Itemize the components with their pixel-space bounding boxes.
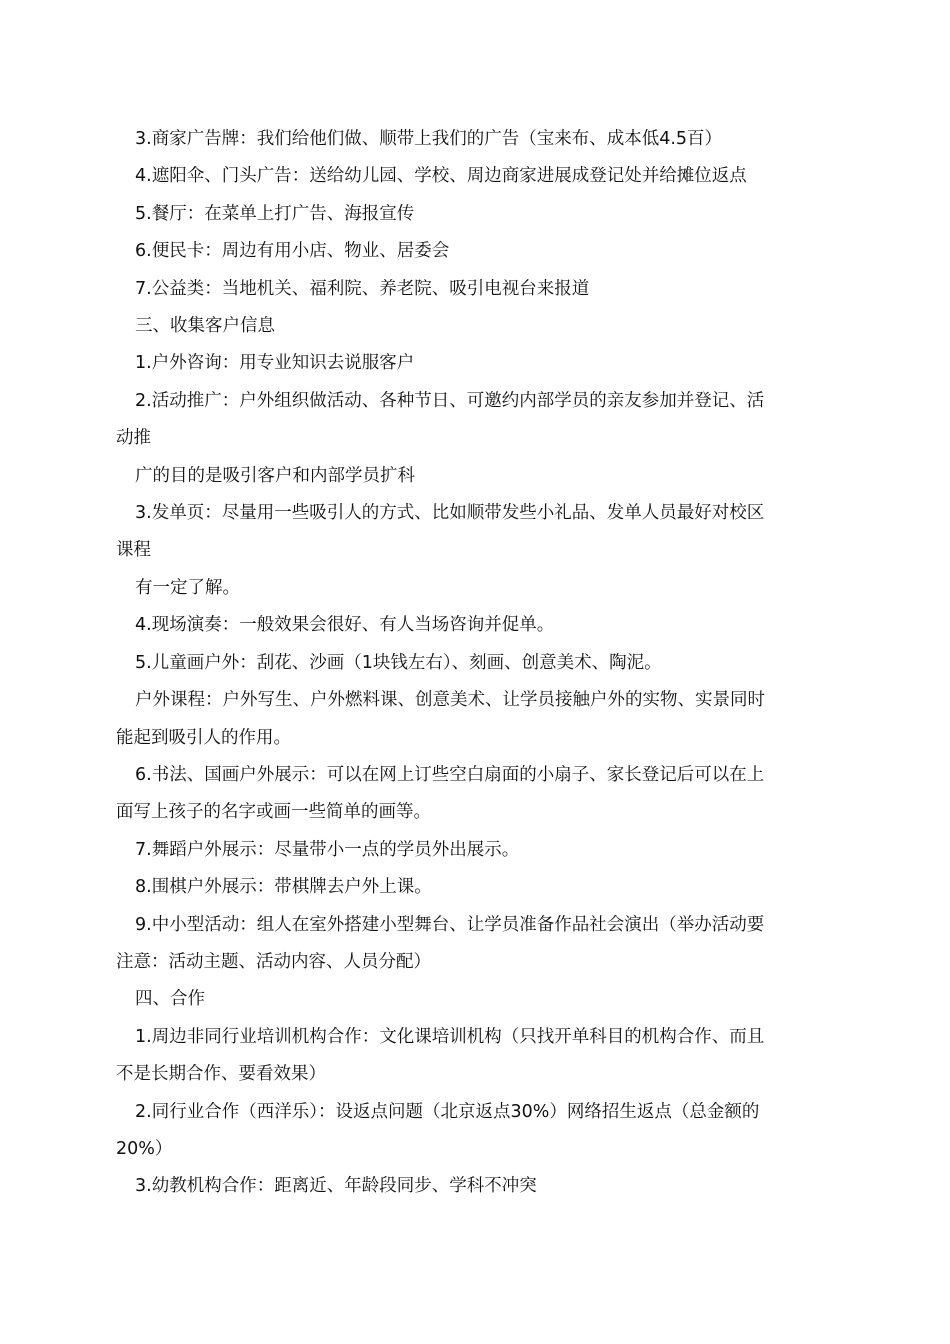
paragraph	[116, 682, 840, 757]
paragraph	[116, 345, 840, 382]
paragraph	[116, 383, 840, 458]
paragraph-line: 3.幼教机构合作：距离近、年龄段同步、学科不冲突	[135, 1176, 537, 1197]
section-heading	[116, 308, 840, 345]
section-heading-text: 四、合作	[135, 989, 205, 1010]
paragraph-line: 2.活动推广：户外组织做活动、各种节日、可邀约内部学员的亲友参加并登记、活	[135, 390, 765, 411]
paragraph	[116, 907, 840, 982]
paragraph-line: 7.公益类：当地机关、福利院、养老院、吸引电视台来报道	[135, 278, 590, 299]
paragraph	[116, 458, 840, 495]
paragraph-line: 不是长期合作、要看效果）	[116, 1064, 326, 1085]
section-heading	[116, 981, 840, 1018]
paragraph-line: 注意：活动主题、活动内容、人员分配）	[116, 951, 431, 972]
paragraph-line: 课程	[116, 540, 151, 561]
paragraph	[116, 271, 840, 308]
paragraph	[116, 570, 840, 607]
paragraph	[116, 869, 840, 906]
paragraph-line: 面写上孩子的名字或画一些简单的画等。	[116, 802, 431, 823]
paragraph-line: 7.舞蹈户外展示：尽量带小一点的学员外出展示。	[135, 839, 520, 860]
paragraph-line: 户外课程：户外写生、户外燃料课、创意美术、让学员接触户外的实物、实景同时	[135, 690, 765, 711]
paragraph	[116, 196, 840, 233]
paragraph-line: 2.同行业合作（西洋乐）：设返点问题（北京返点30%）网络招生返点（总金额的	[135, 1101, 760, 1122]
paragraph-line: 1.周边非同行业培训机构合作：文化课培训机构（只找开单科目的机构合作、而且	[135, 1026, 765, 1047]
paragraph-line: 5.儿童画户外：刮花、沙画（1块钱左右）、刻画、创意美术、陶泥。	[135, 652, 662, 673]
document-body	[116, 121, 840, 1206]
paragraph-line: 能起到吸引人的作用。	[116, 727, 291, 748]
paragraph-line: 4.遮阳伞、门头广告：送给幼儿园、学校、周边商家进展成登记处并给摊位返点	[135, 166, 747, 187]
paragraph-line: 4.现场演奏：一般效果会很好、有人当场咨询并促单。	[135, 615, 555, 636]
paragraph	[116, 158, 840, 195]
paragraph	[116, 495, 840, 570]
paragraph-line: 广的目的是吸引客户和内部学员扩科	[135, 465, 415, 486]
paragraph-line: 1.户外咨询：用专业知识去说服客户	[135, 353, 415, 374]
paragraph	[116, 832, 840, 869]
paragraph-line: 6.便民卡：周边有用小店、物业、居委会	[135, 241, 450, 262]
paragraph-line: 3.发单页：尽量用一些吸引人的方式、比如顺带发些小礼品、发单人员最好对校区	[135, 503, 765, 524]
paragraph	[116, 1168, 840, 1205]
paragraph-line: 动推	[116, 428, 151, 449]
paragraph-line: 5.餐厅：在菜单上打广告、海报宣传	[135, 203, 415, 224]
paragraph	[116, 645, 840, 682]
paragraph	[116, 1094, 840, 1169]
paragraph-line: 有一定了解。	[135, 577, 240, 598]
paragraph-line: 6.书法、国画户外展示：可以在网上订些空白扇面的小扇子、家长登记后可以在上	[135, 764, 765, 785]
paragraph-line: 20%）	[116, 1138, 173, 1159]
paragraph-line: 8.围棋户外展示：带棋牌去户外上课。	[135, 877, 432, 898]
paragraph-line: 9.中小型活动：组人在室外搭建小型舞台、让学员准备作品社会演出（举办活动要	[135, 914, 765, 935]
paragraph	[116, 607, 840, 644]
paragraph	[116, 1019, 840, 1094]
paragraph	[116, 757, 840, 832]
paragraph	[116, 233, 840, 270]
paragraph	[116, 121, 840, 158]
section-heading-text: 三、收集客户信息	[135, 316, 275, 337]
paragraph-line: 3.商家广告牌：我们给他们做、顺带上我们的广告（宝来布、成本低4.5百）	[135, 129, 723, 149]
